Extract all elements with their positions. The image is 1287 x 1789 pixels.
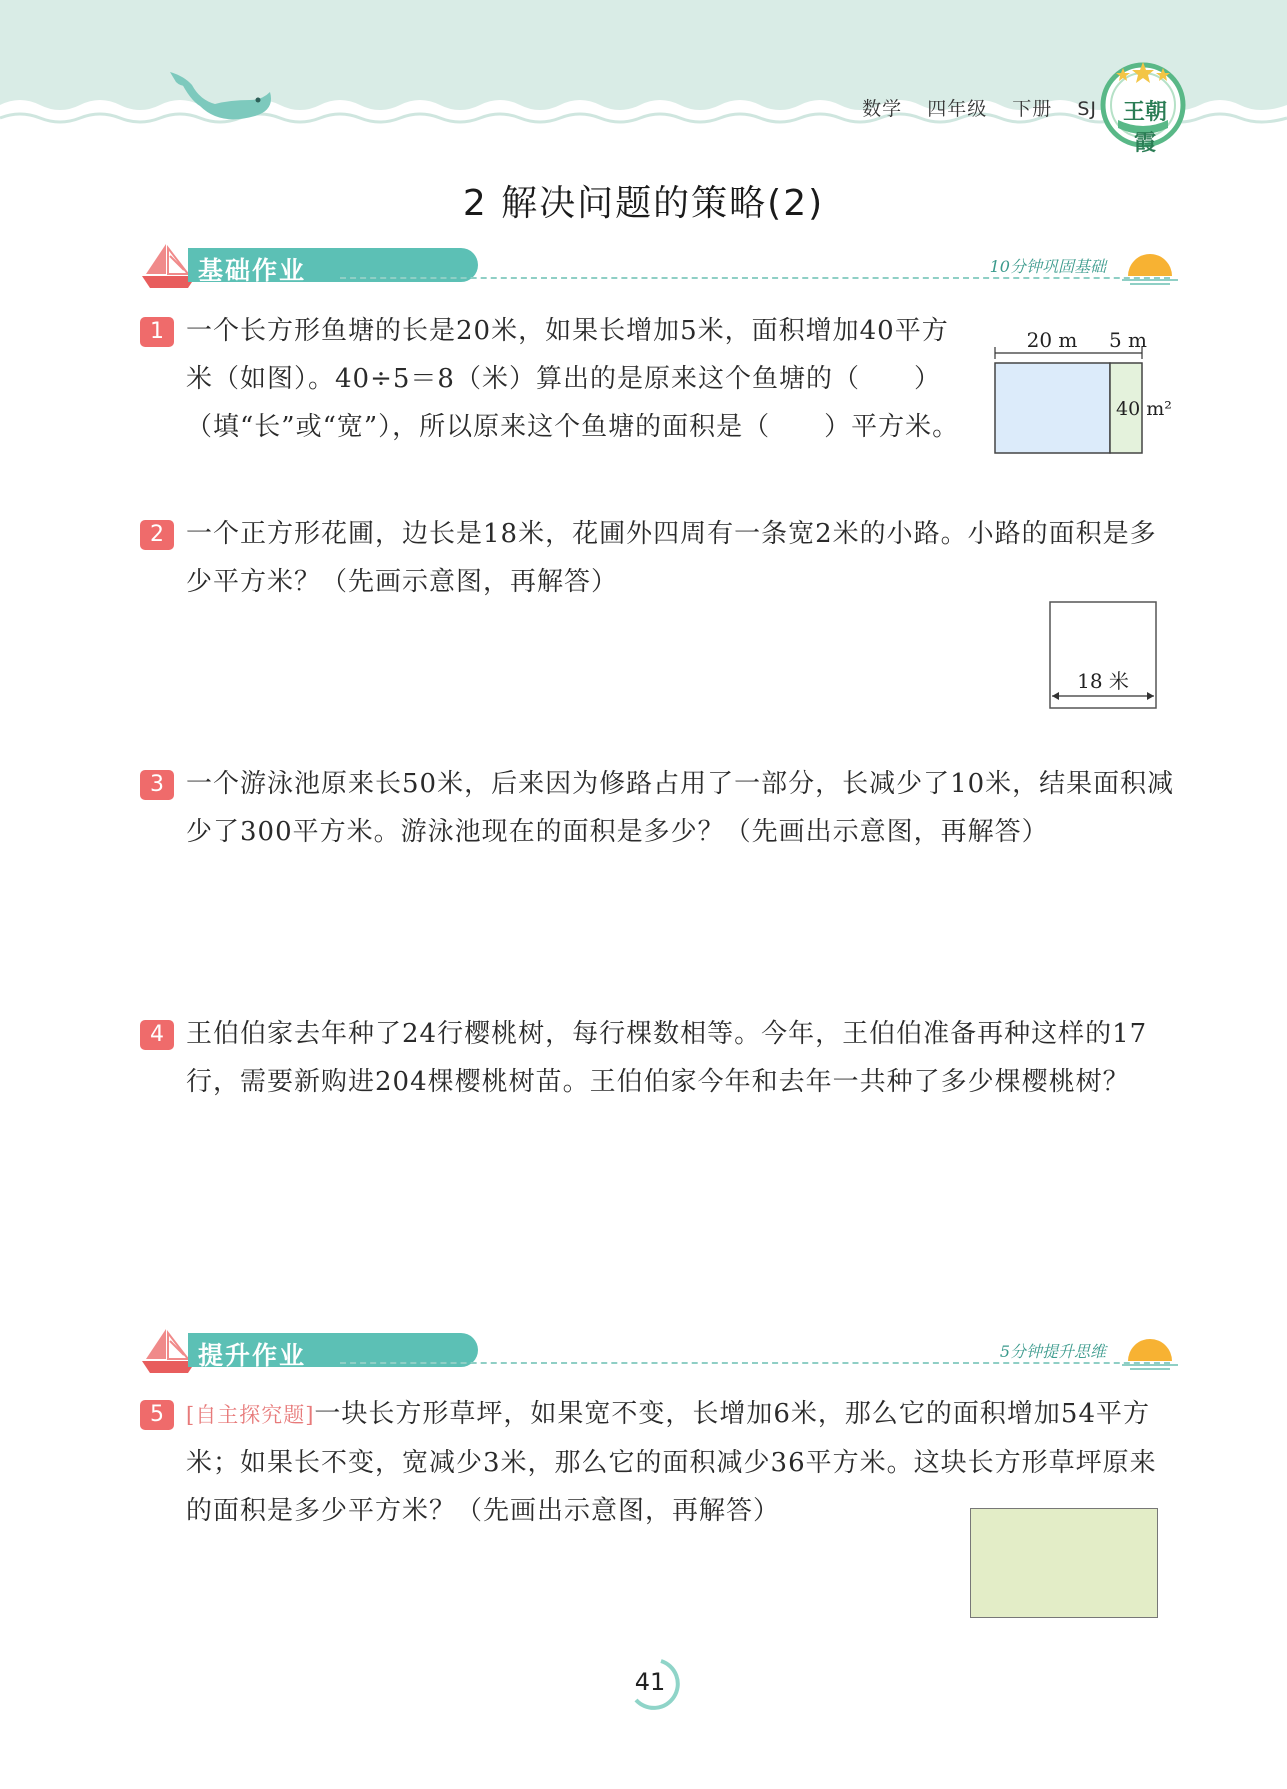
page-title: 2 解决问题的策略(2): [462, 183, 825, 224]
dashed-divider: [340, 277, 1170, 279]
figure-label-length: 20 m: [1026, 328, 1078, 352]
question-text: 一个正方形花圃，边长是18米，花圃外四周有一条宽2米的小路。小路的面积是多少平方米？（先画示意图，再解答）: [186, 519, 1157, 597]
question-number: 4: [140, 1020, 174, 1050]
sun-icon: [1120, 1327, 1180, 1371]
question-tag: [自主探究题]: [186, 1403, 315, 1427]
section-title: 提升作业: [198, 1341, 307, 1370]
answer-box: [970, 1508, 1158, 1618]
edition-label: SJ: [1077, 98, 1097, 120]
figure-1: [990, 325, 1180, 460]
dashed-divider: [340, 1362, 1170, 1364]
question-text: 一个游泳池原来长50米，后来因为修路占用了一部分，长减少了10米，结果面积减少了300平方米。游泳池现在的面积是多少？（先画出示意图，再解答）: [186, 769, 1175, 847]
section-note: 5分钟提升思维: [994, 1339, 1112, 1362]
question-3: [140, 760, 1180, 856]
question-number: 2: [140, 520, 174, 550]
brand-name: 王朝霞: [1122, 99, 1167, 156]
volume-label: 下册: [1012, 98, 1053, 120]
subject-label: 数学: [862, 98, 903, 120]
page-number: 41: [634, 1668, 666, 1696]
question-4: [140, 1010, 1180, 1106]
whale-icon: [170, 70, 280, 130]
figure-2: [1048, 600, 1160, 712]
figure-label-side: 18 米: [1077, 669, 1129, 693]
grade-label: 四年级: [927, 98, 988, 120]
question-2: [140, 510, 1180, 606]
figure-label-increase: 5 m: [1108, 328, 1148, 352]
section-advanced: [140, 1325, 1180, 1377]
question-body: 一块长方形草坪，如果宽不变，长增加6米，那么它的面积增加54平方米；如果长不变，宽减少3米，那么它的面积减少36平方米。这块长方形草坪原来的面积是多少平方米？（先画出示意图，再解答）: [186, 1399, 1157, 1526]
section-title: 基础作业: [198, 256, 307, 285]
section-note: 10分钟巩固基础: [984, 254, 1112, 277]
question-number: 5: [140, 1400, 174, 1430]
question-text: 王伯伯家去年种了24行樱桃树，每行棵数相等。今年，王伯伯准备再种这样的17行，需要新购进204棵樱桃树苗。王伯伯家今年和去年一共种了多少棵樱桃树？: [186, 1019, 1148, 1097]
figure-label-area: 40 m²: [1116, 398, 1172, 420]
question-text: 一个长方形鱼塘的长是20米，如果长增加5米，面积增加40平方米（如图）。40÷5＝8（米）算出的是原来这个鱼塘的（ ）（填“长”或“宽”），所以原来这个鱼塘的面积是（ ）平方米。: [186, 316, 960, 442]
section-basic: [140, 240, 1180, 292]
question-number: 1: [140, 317, 174, 347]
header-info: [844, 94, 1097, 121]
sun-icon: [1120, 242, 1180, 286]
question-number: 3: [140, 770, 174, 800]
question-1: [140, 307, 970, 451]
